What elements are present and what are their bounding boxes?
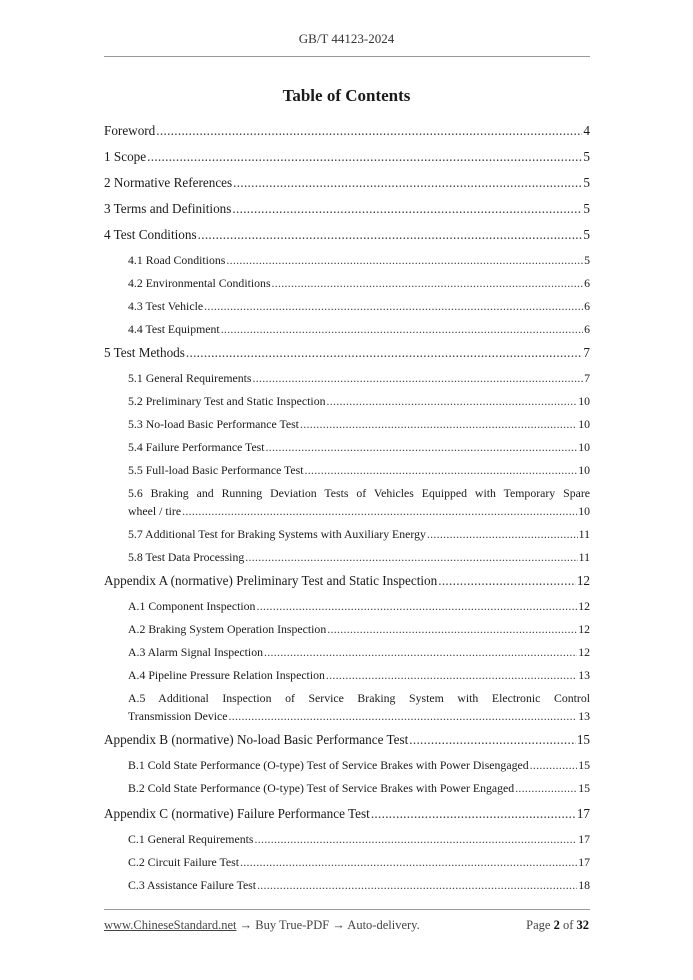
dot-leader	[264, 643, 577, 661]
dot-leader	[204, 297, 583, 315]
toc-entry-c-1[interactable]	[104, 830, 590, 853]
toc-page: 10	[578, 417, 590, 431]
toc-label: C.3 Assistance Failure Test	[128, 878, 257, 892]
site-link[interactable]: www.ChineseStandard.net	[104, 918, 237, 932]
toc-entry-5-1[interactable]	[104, 369, 590, 392]
page-title: Table of Contents	[282, 86, 411, 105]
toc-label-line2: wheel / tire	[128, 504, 182, 518]
toc-label: 3 Terms and Definitions	[104, 201, 232, 216]
toc-entry-appendix-c[interactable]	[104, 804, 590, 830]
toc-entry-b-2[interactable]	[104, 779, 590, 802]
dot-leader	[253, 369, 584, 387]
dot-leader	[515, 779, 577, 797]
toc-label: 2 Normative References	[104, 175, 233, 190]
dot-leader	[257, 876, 577, 894]
toc-entry-5-4[interactable]	[104, 438, 590, 461]
toc-entry-4-4[interactable]	[104, 320, 590, 343]
dot-leader	[245, 548, 577, 566]
toc-label: B.1 Cold State Performance (O-type) Test of Service Brakes with Power Disengaged	[128, 758, 529, 772]
toc-entry-4-3[interactable]	[104, 297, 590, 320]
table-of-contents	[104, 121, 590, 899]
toc-entry-5-3[interactable]	[104, 415, 590, 438]
toc-label: A.2 Braking System Operation Inspection	[128, 622, 327, 636]
toc-page: 5	[583, 227, 590, 242]
dot-leader	[266, 438, 578, 456]
toc-page: 12	[578, 622, 590, 636]
toc-label: B.2 Cold State Performance (O-type) Test of Service Brakes with Power Engaged	[128, 781, 515, 795]
toc-label-line1: 5.6 Braking and Running Deviation Tests of Vehicles Equipped with Temporary Spare	[128, 486, 590, 500]
toc-page: 17	[578, 832, 590, 846]
footer-promo	[104, 918, 420, 933]
toc-page: 7	[583, 345, 590, 360]
toc-label: 5.2 Preliminary Test and Static Inspection	[128, 394, 326, 408]
dot-leader	[198, 226, 583, 244]
toc-label: Foreword	[104, 123, 156, 138]
toc-page: 12	[578, 599, 590, 613]
dot-leader	[438, 572, 576, 590]
toc-entry-5-8[interactable]	[104, 548, 590, 571]
toc-entry-a-4[interactable]	[104, 666, 590, 689]
dot-leader	[221, 320, 583, 338]
toc-page: 13	[578, 709, 590, 723]
toc-entry-test-methods[interactable]	[104, 343, 590, 369]
toc-page: 10	[578, 394, 590, 408]
dot-leader	[326, 666, 577, 684]
toc-page: 5	[584, 253, 590, 267]
dot-leader	[240, 853, 577, 871]
toc-label-line1: A.5 Additional Inspection of Service Braking System with Electronic Control	[128, 691, 590, 705]
page-counter	[526, 918, 589, 933]
dot-leader	[186, 344, 583, 362]
toc-entry-5-5[interactable]	[104, 461, 590, 484]
toc-label: Appendix B (normative) No-load Basic Performance Test	[104, 732, 409, 747]
toc-entry-appendix-a[interactable]	[104, 571, 590, 597]
toc-page: 15	[576, 732, 590, 747]
toc-label: A.1 Component Inspection	[128, 599, 256, 613]
page-word: Page	[526, 918, 551, 932]
toc-entry-a-1[interactable]	[104, 597, 590, 620]
toc-entry-a-3[interactable]	[104, 643, 590, 666]
dot-leader	[232, 200, 582, 218]
dot-leader	[371, 805, 576, 823]
toc-page: 18	[578, 878, 590, 892]
dot-leader	[156, 122, 582, 140]
toc-entry-foreword[interactable]	[104, 121, 590, 147]
dot-leader	[147, 148, 582, 166]
dot-leader	[254, 830, 577, 848]
toc-page: 7	[584, 371, 590, 385]
toc-entry-5-7[interactable]	[104, 525, 590, 548]
toc-page: 17	[576, 806, 590, 821]
toc-page: 10	[578, 504, 590, 518]
toc-entry-4-2[interactable]	[104, 274, 590, 297]
current-page: 2	[553, 918, 560, 932]
dot-leader	[226, 251, 583, 269]
toc-label: 4.2 Environmental Conditions	[128, 276, 271, 290]
toc-label: 5.5 Full-load Basic Performance Test	[128, 463, 304, 477]
toc-page: 13	[578, 668, 590, 682]
toc-label: 4.1 Road Conditions	[128, 253, 226, 267]
toc-label: 5.8 Test Data Processing	[128, 550, 245, 564]
toc-page: 12	[576, 573, 590, 588]
toc-page: 15	[578, 781, 590, 795]
toc-page: 10	[578, 463, 590, 477]
toc-label: Appendix C (normative) Failure Performance Test	[104, 806, 370, 821]
toc-page: 12	[578, 645, 590, 659]
toc-page: 6	[584, 276, 590, 290]
toc-label: 5 Test Methods	[104, 345, 185, 360]
toc-entry-appendix-b[interactable]	[104, 730, 590, 756]
toc-entry-a-2[interactable]	[104, 620, 590, 643]
toc-entry-terms[interactable]	[104, 199, 590, 225]
toc-label: 1 Scope	[104, 149, 147, 164]
dot-leader	[305, 461, 578, 479]
toc-label: C.2 Circuit Failure Test	[128, 855, 240, 869]
toc-page: 17	[578, 855, 590, 869]
toc-page: 5	[583, 149, 590, 164]
promo-text: → Buy True-PDF → Auto-delivery.	[236, 918, 420, 932]
toc-label: 5.4 Failure Performance Test	[128, 440, 265, 454]
dot-leader	[409, 731, 576, 749]
total-pages: 32	[576, 918, 589, 932]
toc-page: 5	[583, 175, 590, 190]
toc-label: C.1 General Requirements	[128, 832, 254, 846]
toc-page: 6	[584, 322, 590, 336]
dot-leader	[229, 707, 578, 725]
toc-label: Appendix A (normative) Preliminary Test and Static Inspection	[104, 573, 438, 588]
toc-label: A.4 Pipeline Pressure Relation Inspection	[128, 668, 325, 682]
dot-leader	[256, 597, 577, 615]
toc-label: 5.3 No-load Basic Performance Test	[128, 417, 299, 431]
dot-leader	[272, 274, 584, 292]
dot-leader	[182, 502, 577, 520]
toc-entry-test-conditions[interactable]	[104, 225, 590, 251]
toc-page: 11	[578, 527, 590, 541]
dot-leader	[530, 756, 578, 774]
toc-page: 5	[583, 201, 590, 216]
toc-entry-a-5[interactable]	[104, 689, 590, 725]
dot-leader	[427, 525, 578, 543]
toc-page: 10	[578, 440, 590, 454]
of-word: of	[562, 918, 574, 932]
toc-page: 6	[584, 299, 590, 313]
dot-leader	[327, 620, 577, 638]
toc-page: 15	[578, 758, 590, 772]
toc-entry-normative-references[interactable]	[104, 173, 590, 199]
toc-page: 4	[583, 123, 590, 138]
dot-leader	[233, 174, 582, 192]
toc-entry-c-2[interactable]	[104, 853, 590, 876]
toc-entry-scope[interactable]	[104, 147, 590, 173]
dot-leader	[327, 392, 578, 410]
toc-label: 5.7 Additional Test for Braking Systems with Auxiliary Energy	[128, 527, 426, 541]
toc-label: A.3 Alarm Signal Inspection	[128, 645, 263, 659]
toc-entry-5-6[interactable]	[104, 484, 590, 520]
header-divider	[104, 56, 590, 57]
toc-label-line2: Transmission Device	[128, 709, 228, 723]
toc-entry-5-2[interactable]	[104, 392, 590, 415]
toc-label: 5.1 General Requirements	[128, 371, 252, 385]
toc-entry-4-1[interactable]	[104, 251, 590, 274]
footer-divider	[104, 909, 590, 910]
header-doc-code: GB/T 44123-2024	[298, 31, 395, 46]
toc-entry-c-3[interactable]	[104, 876, 590, 899]
toc-entry-b-1[interactable]	[104, 756, 590, 779]
toc-label: 4.4 Test Equipment	[128, 322, 220, 336]
toc-page: 11	[578, 550, 590, 564]
toc-label: 4 Test Conditions	[104, 227, 197, 242]
toc-label: 4.3 Test Vehicle	[128, 299, 204, 313]
dot-leader	[300, 415, 577, 433]
